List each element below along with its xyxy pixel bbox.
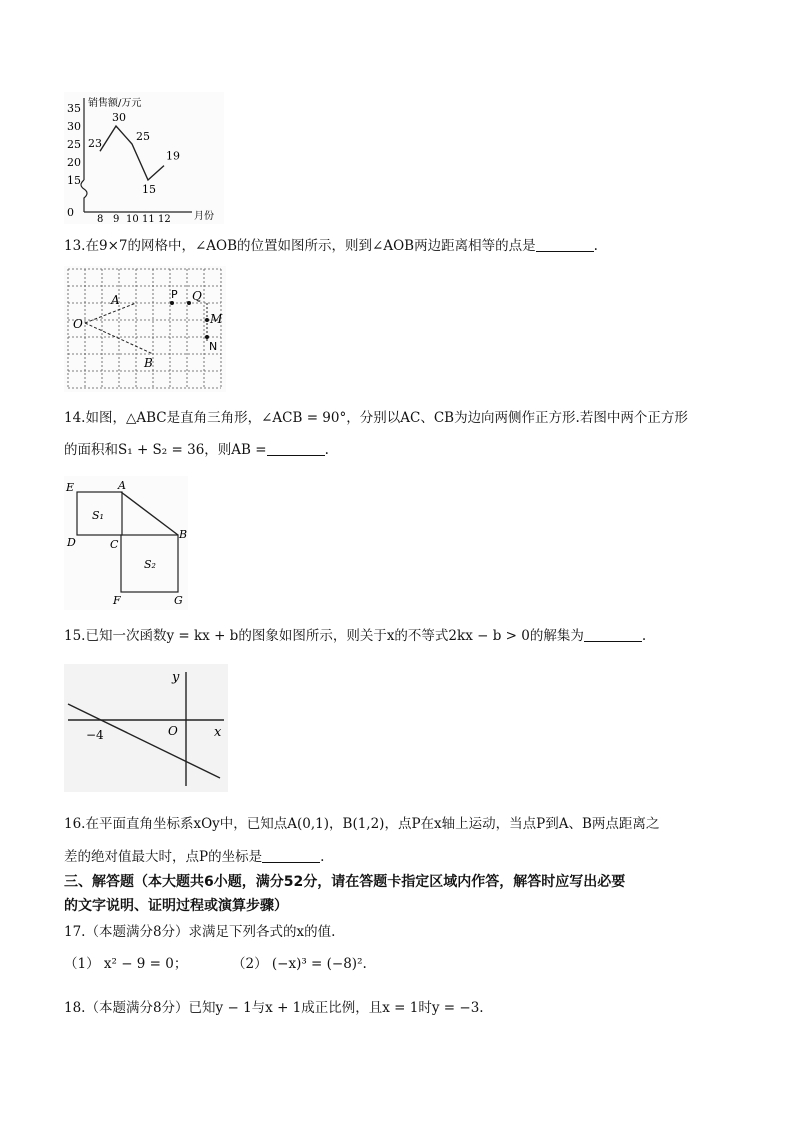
- y-tick-label: 30: [67, 120, 81, 133]
- q14-line2: [64, 440, 329, 460]
- q15-body: 15.已知一次函数y = kx + b的图象如图所示，则关于x的不等式2kx − b > 0的解集为: [64, 628, 584, 644]
- section3-heading-line1: 三、解答题（本大题共6小题，满分52分，请在答题卡指定区域内作答，解答时应写出必要: [64, 874, 626, 890]
- y-tick-label: 15: [67, 174, 81, 187]
- label-A: A: [118, 479, 126, 492]
- chart-ylabel: 销售额/万元: [88, 98, 142, 109]
- q17-part1: （1） x² − 9 = 0；: [64, 956, 188, 972]
- x-tick-label: 12: [158, 214, 171, 224]
- y-tick-label: 0: [67, 206, 74, 219]
- label-F: F: [113, 594, 121, 607]
- label-S2: S₂: [144, 558, 156, 571]
- q15-graph-figure: [64, 664, 228, 792]
- q14-line2-text: 的面积和S₁ + S₂ = 36，则AB =: [64, 442, 267, 458]
- q14-squares-svg: [64, 476, 188, 610]
- data-label: 19: [166, 149, 180, 163]
- label-N: N: [209, 340, 218, 353]
- label-minus4: −4: [86, 728, 104, 742]
- y-tick-label: 20: [67, 156, 81, 169]
- x-tick-label: 10: [126, 214, 139, 224]
- sales-chart-svg: [64, 92, 224, 224]
- axis-break: [81, 180, 87, 212]
- q15-answer-blank: [584, 627, 642, 642]
- label-y: y: [172, 670, 180, 685]
- q13-end: .: [593, 238, 598, 254]
- label-S1: S₁: [92, 509, 104, 522]
- data-label: 30: [112, 111, 126, 124]
- label-M: M: [210, 312, 223, 326]
- label-D: D: [67, 536, 76, 549]
- sales-chart: [64, 92, 224, 224]
- data-label: 15: [142, 183, 156, 196]
- label-P: P: [171, 288, 178, 301]
- label-C: C: [110, 538, 119, 551]
- label-G: G: [174, 594, 183, 607]
- q13-text: [64, 236, 598, 256]
- q15-end: .: [641, 628, 647, 644]
- q16-line2-text: 差的绝对值最大时，点P的坐标是: [64, 849, 263, 865]
- q16-end: .: [320, 849, 325, 865]
- q14-end: .: [324, 442, 329, 458]
- point-M: [205, 318, 209, 322]
- point-P: [170, 301, 174, 305]
- label-B: B: [179, 528, 188, 541]
- q17-part2: （2） (−x)³ = (−8)².: [232, 956, 367, 972]
- q14-answer-blank: [267, 441, 325, 456]
- q14-line1: 14.如图，△ABC是直角三角形，∠ACB = 90°，分别以AC、CB为边向两侧作正方形.若图中两个正方形: [64, 410, 688, 426]
- grid-lines: [68, 269, 221, 388]
- data-label: 25: [136, 130, 150, 143]
- q13-grid-svg: [64, 266, 226, 392]
- q13-number: 13.: [64, 238, 86, 254]
- q13-body: 在9×7的网格中，∠AOB的位置如图所示，则到∠AOB两边距离相等的点是: [85, 238, 536, 254]
- q14-squares-figure: [64, 476, 188, 610]
- x-tick-label: 8: [97, 214, 104, 224]
- hypotenuse-AB: [121, 492, 178, 535]
- label-B: B: [144, 356, 153, 370]
- q16-line1: 16.在平面直角坐标系xOy中，已知点A(0,1)，B(1,2)，点P在x轴上运动，当点P到A、B两点距离之: [64, 816, 660, 832]
- q15-graph-svg: [64, 664, 228, 792]
- y-tick-label: 25: [67, 138, 81, 151]
- label-E: E: [66, 481, 75, 494]
- sales-series-line: [100, 126, 164, 180]
- data-label: 23: [88, 137, 102, 151]
- label-origin: O: [168, 724, 178, 738]
- label-x: x: [214, 725, 222, 740]
- q15-text: [64, 626, 646, 646]
- q13-grid-figure: [64, 266, 226, 392]
- label-A: A: [111, 293, 120, 307]
- section3-heading-line2: 的文字说明、证明过程或演算步骤）: [64, 898, 288, 914]
- point-N: [205, 335, 209, 339]
- x-tick-label: 11: [142, 214, 155, 224]
- q18-text: 18.（本题满分8分）已知y − 1与x + 1成正比例，且x = 1时y = −3.: [64, 1000, 484, 1016]
- chart-xlabel: 月份: [194, 211, 214, 222]
- label-O: O: [73, 317, 83, 331]
- point-Q: [187, 301, 191, 305]
- x-tick-label: 9: [113, 214, 120, 224]
- label-Q: Q: [192, 289, 202, 303]
- q17-text: 17.（本题满分8分）求满足下列各式的x的值.: [64, 924, 336, 940]
- q16-answer-blank: [262, 848, 320, 863]
- q16-line2: [64, 847, 324, 867]
- q13-answer-blank: [536, 237, 594, 252]
- y-tick-label: 35: [67, 102, 81, 115]
